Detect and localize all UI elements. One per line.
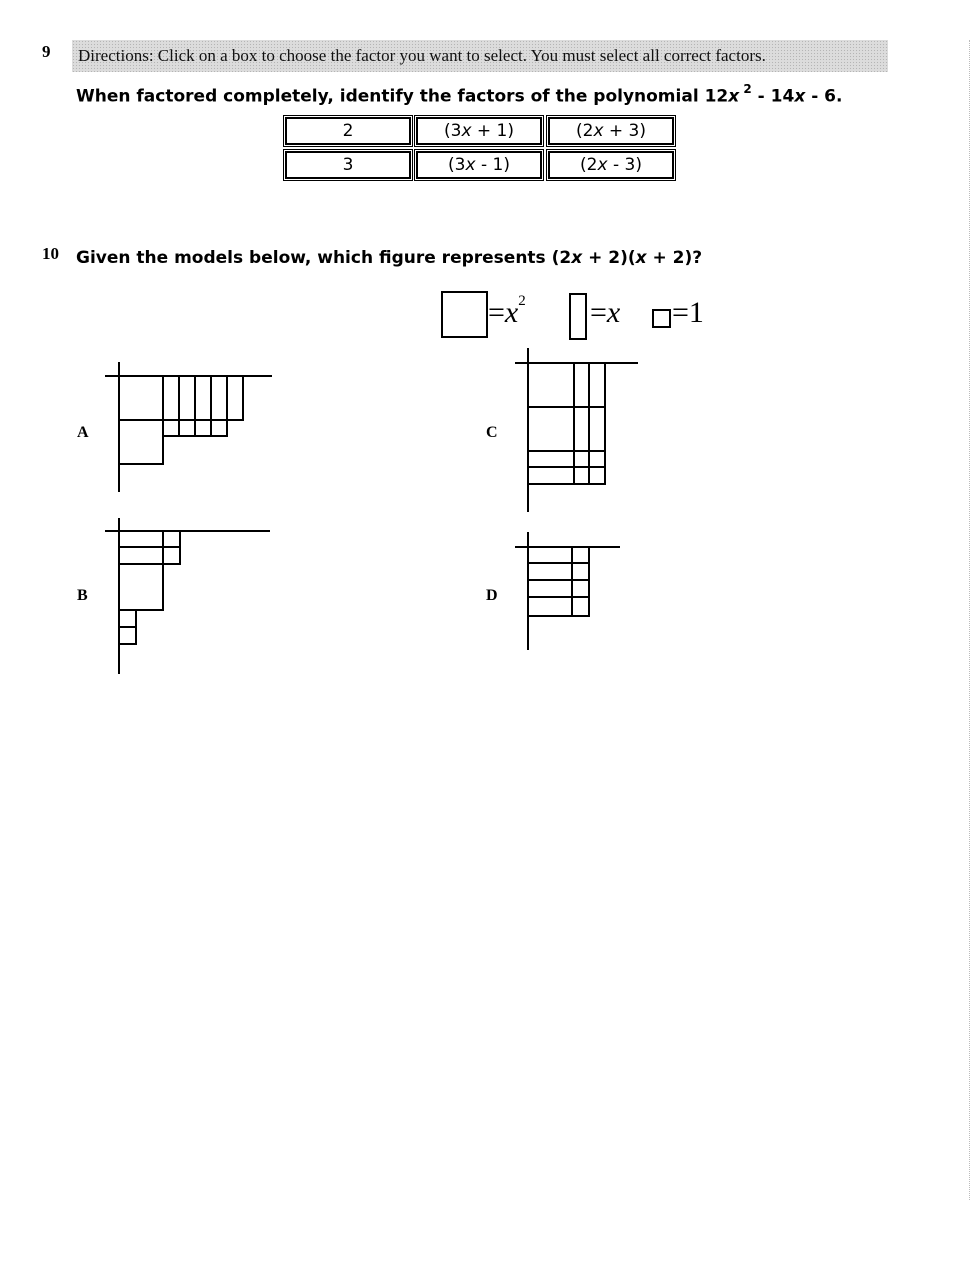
legend-x-label: =x	[590, 296, 621, 329]
question-9-directions: Directions: Click on a box to choose the factor you want to select. You must select all correct factors.	[72, 40, 888, 72]
factor-choice-3x-plus-1[interactable]: (3x + 1)	[416, 117, 542, 145]
factor-choice-2x-plus-3[interactable]: (2x + 3)	[548, 117, 674, 145]
question-9-prompt: When factored completely, identify the factors of the polynomial 12x $^2$ - 14x - 6.	[76, 82, 843, 107]
option-b-label[interactable]: B	[77, 587, 88, 604]
factor-choice-2x-minus-3[interactable]: (2x - 3)	[548, 151, 674, 179]
option-c-label[interactable]: C	[486, 424, 498, 441]
question-9-number: 9	[42, 42, 51, 61]
option-d-figure[interactable]	[510, 530, 625, 655]
option-b-figure[interactable]	[100, 516, 275, 676]
unit-tile-icon	[653, 310, 670, 327]
option-c-figure[interactable]	[510, 346, 640, 516]
factor-choice-2[interactable]: 2	[285, 117, 411, 145]
x-tile-icon	[570, 294, 586, 339]
page-edge	[969, 40, 970, 1200]
legend-one-label: =1	[672, 296, 704, 329]
legend-x-squared-label: $=x^2$	[488, 293, 526, 329]
option-a-label[interactable]: A	[77, 424, 89, 441]
question-10-prompt: Given the models below, which figure represents (2x + 2)(x + 2)?	[76, 248, 703, 268]
factor-choice-3[interactable]: 3	[285, 151, 411, 179]
factor-choice-3x-minus-1[interactable]: (3x - 1)	[416, 151, 542, 179]
x-squared-tile-icon	[442, 292, 487, 337]
option-a-figure[interactable]	[100, 360, 275, 495]
option-d-label[interactable]: D	[486, 587, 498, 604]
question-10-number: 10	[42, 244, 59, 263]
